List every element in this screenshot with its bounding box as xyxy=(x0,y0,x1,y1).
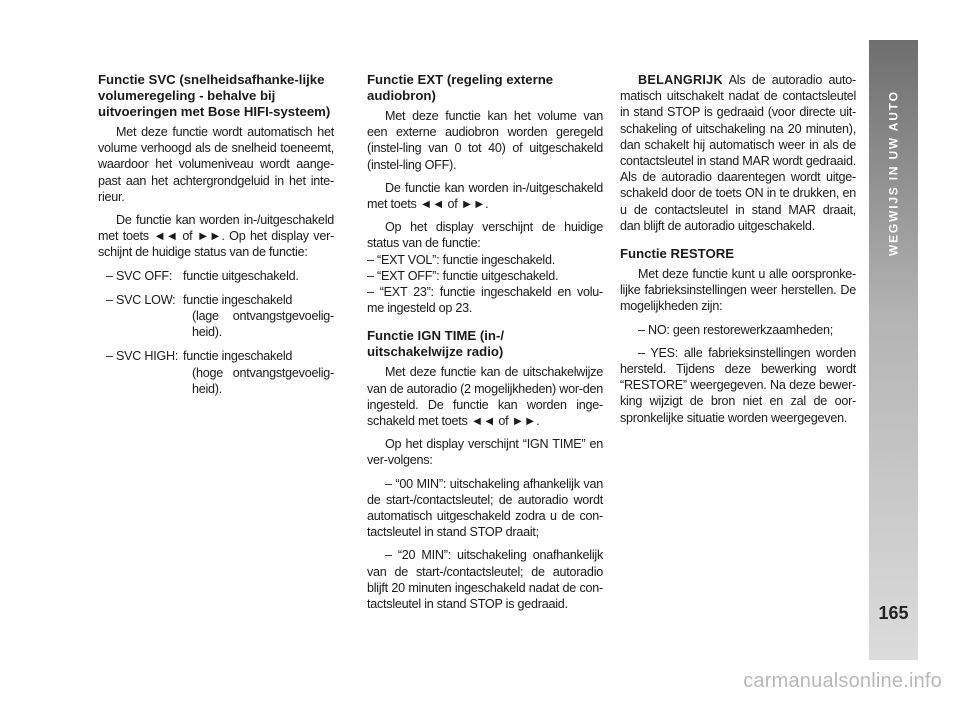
watermark: carmanualsonline.info xyxy=(743,670,942,692)
list-item: – “EXT VOL”: functie ingeschakeld. xyxy=(367,252,555,267)
definition-term: – SVC OFF: xyxy=(106,268,173,283)
definition-line: (lage ontvangstgevoelig-heid). xyxy=(192,309,334,340)
paragraph: – “00 MIN”: uitschakeling afhankelijk van de start-/contactsleutel; de autoradio wordt automatisch uitgeschakeld zodra u de con-tactsleutel in stand STOP draait; xyxy=(367,476,603,540)
definition-line: functie ingeschakeld xyxy=(183,349,293,364)
list-item: – “EXT OFF”: functie uitgeschakeld. xyxy=(367,268,559,283)
important-note xyxy=(620,72,856,234)
paragraph: Met deze functie wordt automatisch het volume verhoogd als de snelheid toeneemt, waardoor het volumeniveau wordt aange-past aan het achtergrondgeluid in het inte-rieur. xyxy=(98,125,334,204)
chapter-title: WEGWIJS IN UW AUTO xyxy=(886,90,901,256)
page-number: 165 xyxy=(878,603,909,623)
definition-line: functie ingeschakeld xyxy=(183,292,293,307)
important-text: Als de autoradio auto-matisch uitschakelt nadat de contactsleutel in stand STOP is gedraaid (voor directe uit-schakeling of uitschakeling na 20 minuten), dan schakelt hij automatisch weer in als de contactsleutel in stand MAR wordt gedraaid. Als de autoradio daarentegen wordt uitge-schakeld door de toets ON in te drukken, en u de contactsleutel in stand MAR draait, dan blijft de autoradio uitgeschakeld. xyxy=(620,73,856,233)
paragraph: De functie kan worden in-/uitgeschakeld met toets ◄◄ of ►►. xyxy=(367,180,603,212)
definition-item xyxy=(106,268,334,284)
definition-line: functie uitgeschakeld. xyxy=(183,268,299,283)
definition-item xyxy=(106,292,334,341)
paragraph: – YES: alle fabrieksinstellingen worden hersteld. Tijdens deze bewerking wordt “RESTORE” weergegeven. Na deze bewer-king wijzigt de bron niet en zal de oor-spronkelijke situatie worden weergegeven. xyxy=(620,345,856,425)
paragraph: – NO: geen restorewerkzaamheden; xyxy=(638,322,834,337)
heading-svc: Functie SVC (snelheidsafhanke-lijke volumeregeling - behalve bij uitvoeringen met Bose HIFI-systeem) xyxy=(98,72,331,119)
list-item: – “EXT 23”: functie ingeschakeld en volu-me ingesteld op 23. xyxy=(367,285,603,316)
definition-term: – SVC HIGH: xyxy=(106,349,179,364)
column-3 xyxy=(620,72,856,433)
paragraph: Op het display verschijnt “IGN TIME” en ver-volgens: xyxy=(367,437,603,468)
paragraph: Met deze functie kan het volume van een externe audiobron worden geregeld (instel-ling van 0 tot 40) of uitgeschakeld (instel-ling OFF). xyxy=(367,109,603,172)
important-label: BELANGRIJK xyxy=(638,73,723,87)
paragraph: Met deze functie kunt u alle oorspronke-lijke fabrieksinstellingen weer herstellen. De mogelijkheden zijn: xyxy=(620,267,856,314)
heading-restore: Functie RESTORE xyxy=(620,246,735,262)
column-1 xyxy=(98,72,334,405)
paragraph: Op het display verschijnt de huidige status van de functie: xyxy=(367,220,603,251)
column-2 xyxy=(367,72,603,619)
paragraph: Met deze functie kan de uitschakelwijze van de autoradio (2 mogelijkheden) wor-den ingesteld. De functie kan worden inge-schakeld met toets ◄◄ of ►►. xyxy=(367,365,603,429)
heading-ign-time: Functie IGN TIME (in-/ uitschakelwijze radio) xyxy=(367,328,504,360)
definition-desc xyxy=(183,348,334,397)
heading-ext: Functie EXT (regeling externe audiobron) xyxy=(367,72,554,103)
definition-term: – SVC LOW: xyxy=(106,292,176,307)
paragraph: – “20 MIN”: uitschakeling onafhankelijk van de start-/contactsleutel; de autoradio blijft 20 minuten ingeschakeld nadat de con-tactsleutel in stand STOP is gedraaid. xyxy=(367,548,603,612)
definition-line: (hoge ontvangstgevoelig-heid). xyxy=(192,365,334,396)
definition-item xyxy=(106,348,334,397)
definition-desc xyxy=(183,268,334,284)
chapter-tab xyxy=(869,40,918,660)
paragraph: De functie kan worden in-/uitgeschakeld met toets ◄◄ of ►►. Op het display ver-schijnt de huidige status van de functie: xyxy=(98,213,334,260)
definition-desc xyxy=(183,292,334,341)
